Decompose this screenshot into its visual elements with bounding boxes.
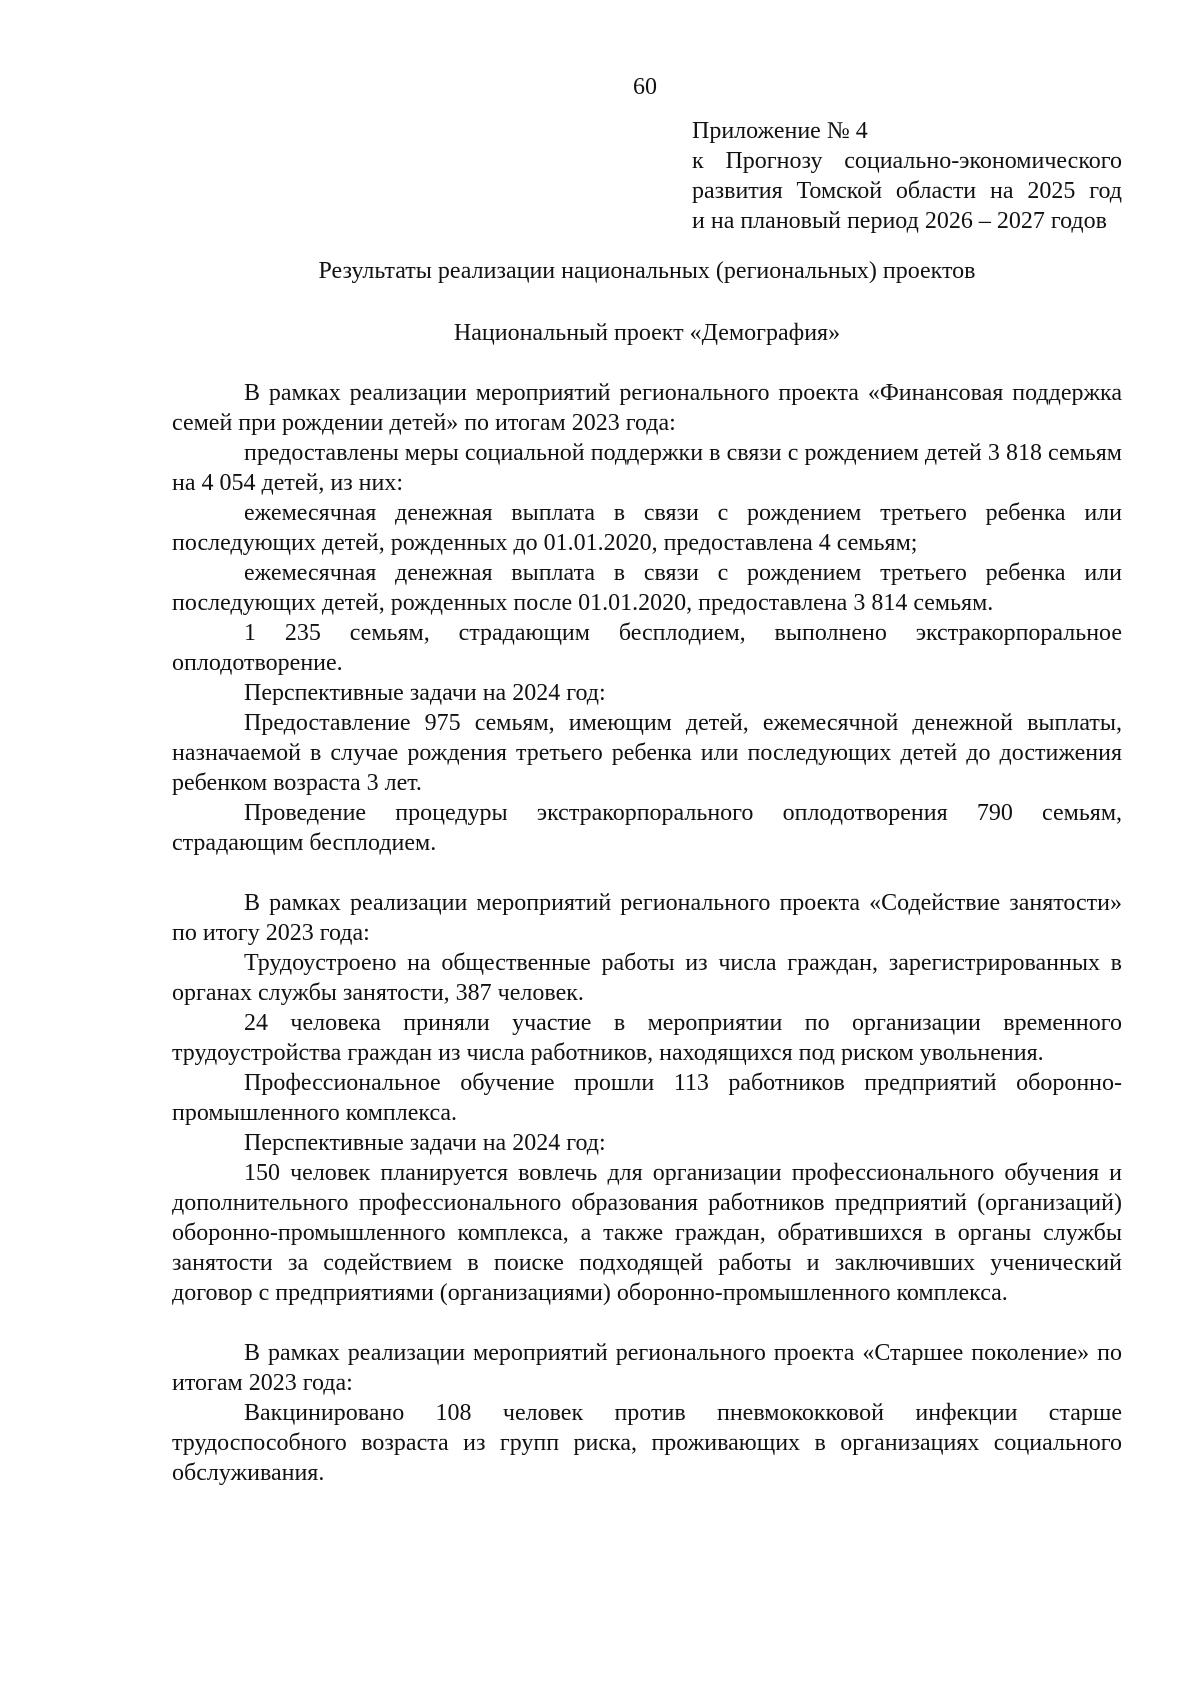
appendix-line: и на плановый период 2026 – 2027 годов: [692, 208, 1107, 234]
section-divider: [172, 858, 1122, 888]
appendix-line: к Прогнозу социально-экономического: [692, 148, 1122, 174]
paragraph: ежемесячная денежная выплата в связи с рождением третьего ребенка или последующих детей, рожденных после 01.01.2020, предоставлена 3 814 семьям.: [172, 560, 1122, 616]
document-title: Результаты реализации национальных (региональных) проектов: [318, 258, 976, 284]
paragraph: В рамках реализации мероприятий регионального проекта «Финансовая поддержка семей при рождении детей» по итогам 2023 года:: [172, 380, 1122, 436]
paragraph: предоставлены меры социальной поддержки в связи с рождением детей 3 818 семьям на 4 054 детей, из них:: [172, 440, 1122, 496]
project-title: Национальный проект «Демография»: [453, 320, 841, 346]
paragraph: В рамках реализации мероприятий регионального проекта «Старшее поколение» по итогам 2023 года:: [172, 1340, 1122, 1396]
paragraph: Перспективные задачи на 2024 год:: [244, 680, 606, 706]
appendix-header: [692, 116, 1122, 236]
paragraph: 1 235 семьям, страдающим бесплодием, выполнено экстракорпоральное оплодотворение.: [172, 620, 1122, 676]
section-older-generation: [172, 1338, 1122, 1488]
section-employment: [172, 888, 1122, 1308]
paragraph: Перспективные задачи на 2024 год:: [244, 1130, 606, 1156]
paragraph: ежемесячная денежная выплата в связи с рождением третьего ребенка или последующих детей, рожденных до 01.01.2020, предоставлена 4 семьям;: [172, 500, 1122, 556]
paragraph: Предоставление 975 семьям, имеющим детей, ежемесячной денежной выплаты, назначаемой в случае рождения третьего ребенка или последующих детей до достижения ребенком возраста 3 лет.: [172, 710, 1122, 796]
appendix-line: развития Томской области на 2025 год: [692, 178, 1122, 204]
paragraph: В рамках реализации мероприятий регионального проекта «Содействие занятости» по итогу 2023 года:: [172, 890, 1122, 946]
appendix-line: Приложение № 4: [692, 118, 868, 144]
paragraph: Вакцинировано 108 человек против пневмококковой инфекции старше трудоспособного возраста из групп риска, проживающих в организациях социального обслуживания.: [172, 1400, 1122, 1486]
page-number: 60: [633, 74, 657, 100]
section-divider: [172, 1308, 1122, 1338]
paragraph: 150 человек планируется вовлечь для организации профессионального обучения и дополнительного профессионального образования работников предприятий (организаций) оборонно-промышленного комплекса, а также граждан, обратившихся в органы службы занятости за содействием в поиске подходящей работы и заключивших ученический договор с предприятиями (организациями) оборонно-промышленного комплекса.: [172, 1160, 1122, 1306]
paragraph: Профессиональное обучение прошли 113 работников предприятий оборонно-промышленного комплекса.: [172, 1070, 1122, 1126]
paragraph: 24 человека приняли участие в мероприятии по организации временного трудоустройства граждан из числа работников, находящихся под риском увольнения.: [172, 1010, 1122, 1066]
paragraph: Проведение процедуры экстракорпорального оплодотворения 790 семьям, страдающим бесплодием.: [172, 800, 1122, 856]
document-body: [172, 378, 1122, 1488]
paragraph: Трудоустроено на общественные работы из числа граждан, зарегистрированных в органах службы занятости, 387 человек.: [172, 950, 1122, 1006]
section-finance-support: [172, 378, 1122, 858]
